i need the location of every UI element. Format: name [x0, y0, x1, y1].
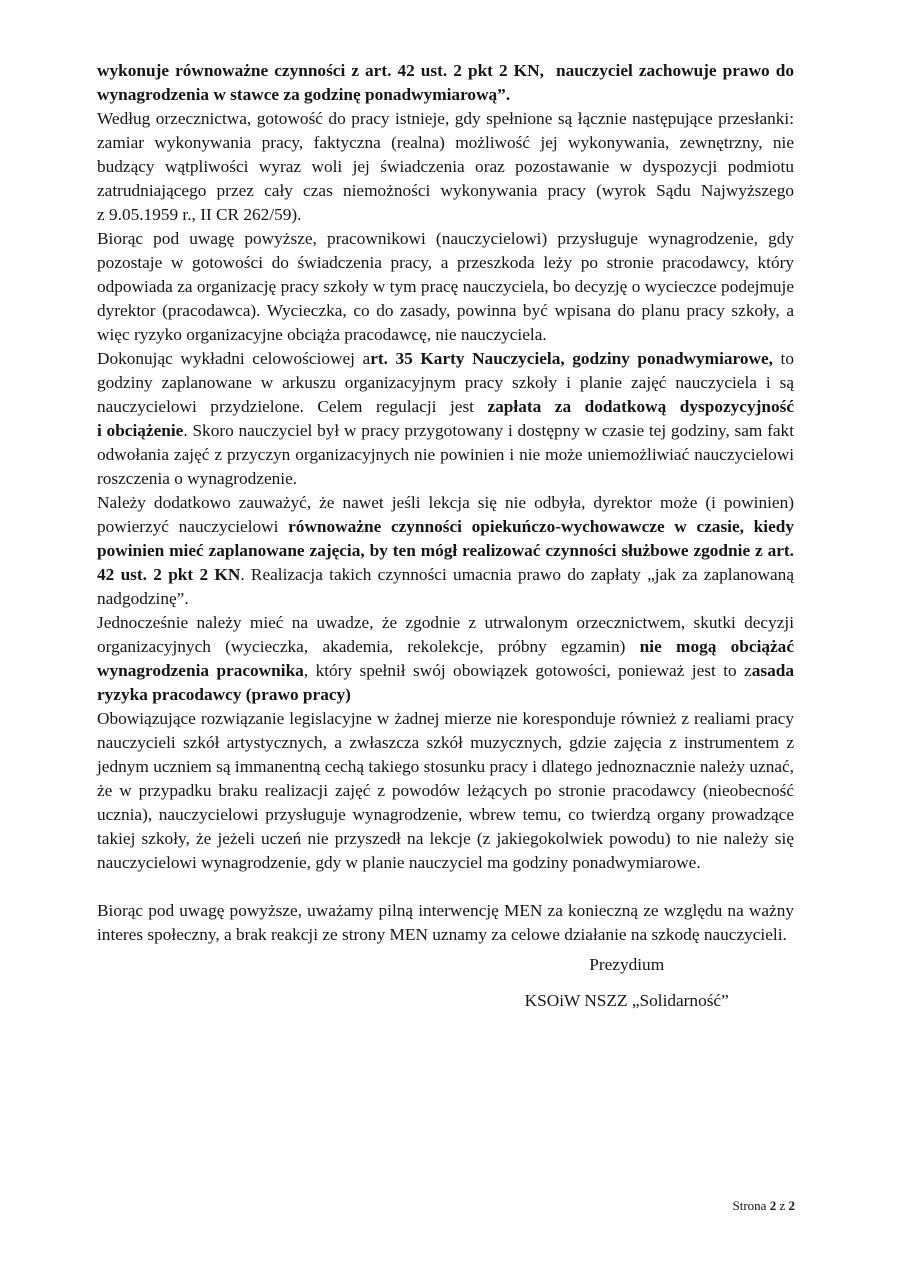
- text-run: Dokonując wykładni celowościowej a: [97, 349, 371, 368]
- bold-text-run: równoważne czynności opiekuńczo-wychowawcze w czasie, kiedy powinien mieć zaplanowane zajęcia, by ten mógł realizować czynności służbowe zgodnie z art. 42 ust. 2 pkt 2 KN: [97, 517, 794, 584]
- document-content: [97, 59, 794, 1013]
- text-run: Według orzecznictwa, gotowość do pracy istnieje, gdy spełnione są łącznie następujące przesłanki: zamiar wykonywania pracy, faktyczna (realna) możliwość jej wykonywania, zewnętrzny, nie budzący wątpliwości wyraz woli jej świadczenia oraz pozostawanie w dyspozycji podmiotu zatrudniającego przez cały czas niemożności wykonywania pracy (wyrok Sądu Najwyższego z 9.05.1959 r., II CR 262/59).: [97, 109, 794, 224]
- bold-text-run: rt. 35 Karty Nauczyciela, godziny ponadwymiarowe,: [370, 349, 773, 368]
- bold-text-run: nie mogą obciążać wynagrodzenia pracownika: [97, 637, 794, 680]
- paragraph-employer-risk: [97, 227, 794, 347]
- text-run: to godziny zaplanowane w arkuszu organizacyjnym pracy szkoły i planie zajęć nauczyciela i są nauczycielowi przydzielone. Celem regulacji jest: [97, 349, 794, 416]
- text-run: . Skoro nauczyciel był w pracy przygotowany i dostępny w czasie tej godziny, sam fakt odwołania zajęć z przyczyn organizacyjnych nie powinien i nie może uniemożliwiać nauczycielowi roszczenia o wynagrodzenie.: [97, 421, 794, 488]
- signature-block: [97, 953, 794, 1013]
- document-paragraphs: [97, 59, 794, 947]
- bold-text-run: 2: [788, 1198, 795, 1213]
- page-number-footer: [733, 1198, 795, 1214]
- text-run: z: [776, 1198, 789, 1213]
- text-run: Strona: [732, 1198, 770, 1213]
- bold-text-run: zapłata za dodatkową dyspozycyjność i obciążenie: [97, 397, 794, 440]
- paragraph-men-intervention: [97, 899, 794, 947]
- paragraph-quote-continuation: [97, 59, 794, 107]
- text-run: Biorąc pod uwagę powyższe, uważamy pilną interwencję MEN za konieczną ze względu na ważny interes społeczny, a brak reakcji ze strony MEN uznamy za celowe działanie na szkodę nauczycieli.: [97, 901, 794, 944]
- paragraph-case-law-readiness: [97, 107, 794, 227]
- text-run: , który spełnił swój obowiązek gotowości, ponieważ jest to z: [303, 661, 752, 680]
- text-run: Należy dodatkowo zauważyć, że nawet jeśli lekcja się nie odbyła, dyrektor może (i powinien) powierzyć nauczycielowi: [97, 493, 794, 536]
- signature-organization: KSOiW NSZZ „Solidarność”: [524, 991, 729, 1010]
- text-run: Jednocześnie należy mieć na uwadze, że zgodnie z utrwalonym orzecznictwem, skutki decyzji organizacyjnych (wycieczka, akademia, rekolekcje, próbny egzamin): [97, 613, 794, 656]
- text-run: Obowiązujące rozwiązanie legislacyjne w żadnej mierze nie koresponduje również z realiami pracy nauczycieli szkół artystycznych, a zwłaszcza szkół muzycznych, gdzie zajęcia z instrumentem z jednym uczniem są immanentną cechą takiego stosunku pracy i dlatego jednoznacznie należy uznać, że w przypadku braku realizacji zajęć z powodów leżących po stronie pracodawcy (nieobecność ucznia), nauczycielowi przysługuje wynagrodzenie, wbrew temu, co twierdzą organy prowadzące takiej szkoły, że jeżeli uczeń nie przyszedł na lekcje (z jakiegokolwiek powodu) to nie należy się nauczycielowi wynagrodzenie, gdy w planie nauczyciel ma godziny ponadwymiarowe.: [97, 709, 794, 872]
- signature-role: Prezydium: [589, 955, 665, 974]
- text-run: . Realizacja takich czynności umacnia prawo do zapłaty „jak za zaplanowaną nadgodzinę”.: [97, 565, 794, 608]
- paragraph-art-schools: [97, 707, 794, 875]
- paragraph-organizational-decisions: [97, 611, 794, 707]
- paragraph-art-35-interpretation: [97, 347, 794, 491]
- bold-text-run: wykonuje równoważne czynności z art. 42 ust. 2 pkt 2 KN, nauczyciel zachowuje prawo do wynagrodzenia w stawce za godzinę ponadwymiarową”.: [97, 61, 794, 104]
- paragraph-equivalent-duties: [97, 491, 794, 611]
- bold-text-run: 2: [769, 1198, 777, 1213]
- text-run: Biorąc pod uwagę powyższe, pracownikowi (nauczycielowi) przysługuje wynagrodzenie, gdy pozostaje w gotowości do świadczenia pracy, a przeszkoda leży po stronie pracodawcy, który odpowiada za organizację pracy szkoły w tym pracę nauczyciela, bo decyzję o wycieczce podejmuje dyrektor (pracodawca). Wycieczka, co do zasady, powinna być wpisana do planu pracy szkoły, a więc ryzyko organizacyjne obciąża pracodawcę, nie nauczyciela.: [97, 229, 794, 344]
- bold-text-run: asada ryzyka pracodawcy (prawo pracy): [97, 661, 794, 704]
